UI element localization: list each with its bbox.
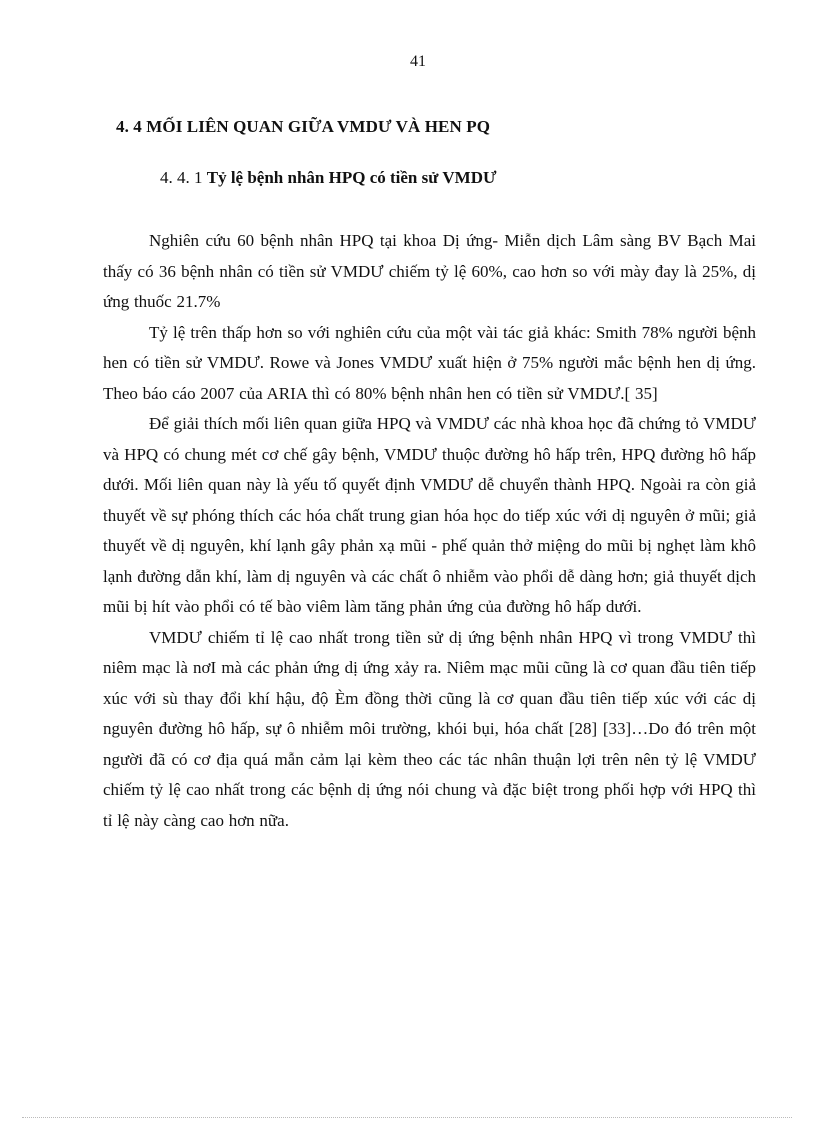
paragraph-comparison: Tỷ lệ trên thấp hơn so với nghiên cứu của một vài tác giả khác: Smith 78% người bệnh hen có tiền sử VMDƯ. Rowe và Jones VMDƯ xuất hiện ở 75% người mắc bệnh hen dị ứng. Theo báo cáo 2007 của ARIA thì có 80% bệnh nhân hen có tiền sử VMDƯ.[ 35] — [103, 322, 756, 403]
page-bottom-divider — [22, 1117, 792, 1118]
body-text — [103, 226, 756, 836]
page-number: 41 — [410, 53, 426, 70]
subsection-number: 4. 4. 1 — [160, 168, 203, 187]
paragraph-explanation: Để giải thích mối liên quan giữa HPQ và VMDƯ các nhà khoa học đã chứng tỏ VMDƯ và HPQ có chung mét cơ chế gây bệnh, VMDƯ thuộc đường hô hấp trên, HPQ đường hô hấp dưới. Mối liên quan này là yếu tố quyết định VMDƯ dễ chuyển thành HPQ. Ngoài ra còn giả thuyết về sự phóng thích các hóa chất trung gian hóa học do tiếp xúc với dị nguyên ở mũi; giả thuyết về dị nguyên, khí lạnh gây phản xạ mũi - phế quản thở miệng do mũi bị nghẹt làm khô lạnh đường dẫn khí, làm dị nguyên và các chất ô nhiễm vào phổi dễ dàng hơn; giả thuyết dịch mũi bị hít vào phổi có tế bào viêm làm tăng phản ứng của đường hô hấp dưới. — [103, 414, 756, 616]
paragraph-conclusion: VMDƯ chiếm tỉ lệ cao nhất trong tiền sử dị ứng bệnh nhân HPQ vì trong VMDƯ thì niêm mạc là nơI mà các phản ứng dị ứng xảy ra. Niêm mạc mũi cũng là cơ quan đầu tiên tiếp xúc với sù thay đổi khí hậu, độ Èm đồng thời cũng là cơ quan đầu tiên tiếp xúc với các dị nguyên đường hô hấp, sự ô nhiễm môi trường, khói bụi, hóa chất [28] [33]…Do đó trên một người đã có cơ địa quá mẫn cảm lại kèm theo các tác nhân thuận lợi trên nên tỷ lệ VMDƯ chiếm tỷ lệ cao nhất trong các bệnh dị ứng nói chung và đặc biệt trong phối hợp với HPQ thì tỉ lệ này càng cao hơn nữa. — [103, 627, 756, 830]
subsection-heading — [160, 168, 497, 188]
section-heading: 4. 4 MỐI LIÊN QUAN GIỮA VMDƯ VÀ HEN PQ — [116, 117, 491, 136]
paragraph-study-results: Nghiên cứu 60 bệnh nhân HPQ tại khoa Dị ứng- Miễn dịch Lâm sàng BV Bạch Mai thấy có 36 bệnh nhân có tiền sử VMDƯ chiếm tỷ lệ 60%, cao hơn so với mày đay là 25%, dị ứng thuốc 21.7% — [103, 231, 756, 311]
subsection-title: Tỷ lệ bệnh nhân HPQ có tiền sử VMDƯ — [206, 168, 497, 187]
